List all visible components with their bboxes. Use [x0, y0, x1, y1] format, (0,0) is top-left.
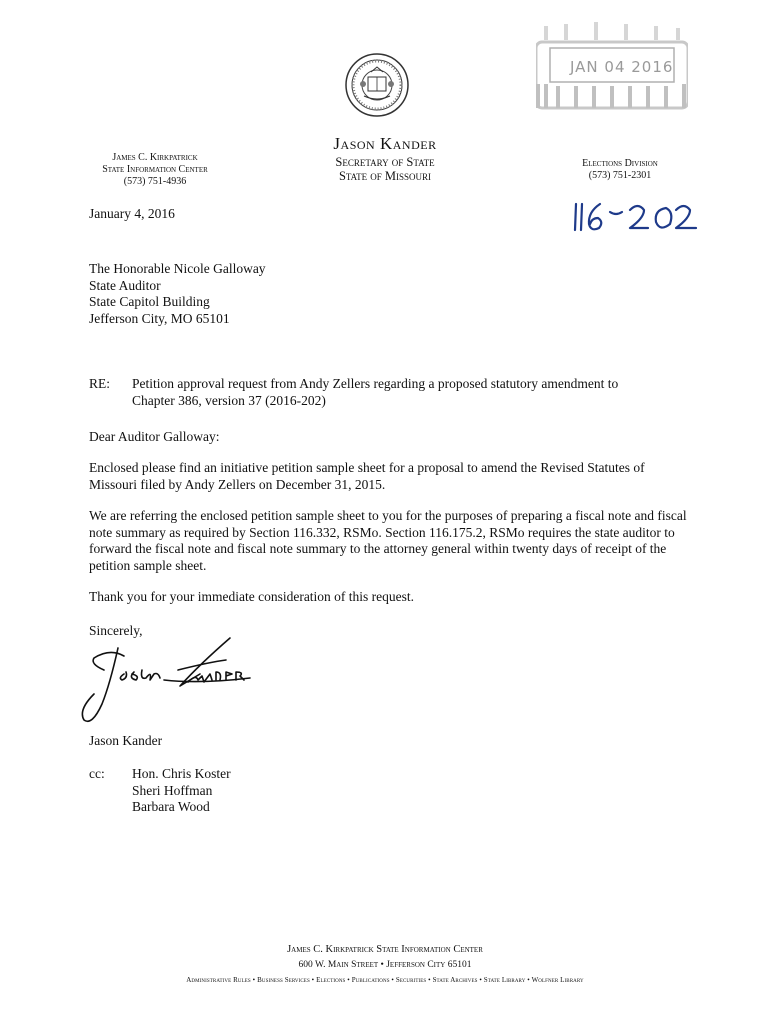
closing: Sincerely, — [89, 623, 143, 638]
cc-label: cc: — [89, 766, 105, 781]
handwritten-petition-number — [570, 198, 700, 234]
left-col-line: James C. Kirkpatrick — [112, 152, 198, 163]
letterhead-title-line1: Secretary of State — [335, 155, 435, 169]
handwritten-number-icon — [570, 198, 700, 234]
recipient-line: The Honorable Nicole Galloway — [89, 261, 266, 276]
letterhead-title-line2: State of Missouri — [338, 169, 432, 183]
body-paragraph: Thank you for your immediate consideration of this request. — [89, 589, 415, 604]
footer-divisions — [0, 976, 770, 984]
right-col-phone: (573) 751-2301 — [588, 170, 652, 181]
re-label: RE: — [89, 376, 111, 391]
footer-division: Securities — [395, 976, 427, 984]
letter-date: January 4, 2016 — [89, 206, 175, 221]
body-paragraph: We are referring the enclosed petition sample sheet to you for the purposes of preparing a fiscal note and fiscal note summary as required by Section 116.332, RSMo. Section 116.175.2, RSMo requires the state auditor to forward the fiscal note and fiscal note summary to the attorney general within twenty days of receipt of the petition sample sheet. — [89, 508, 687, 573]
letterhead-left-column — [60, 152, 250, 188]
recipient-line: Jefferson City, MO 65101 — [89, 310, 230, 326]
signer-name: Jason Kander — [89, 733, 163, 748]
footer-division: Wolfner Library — [531, 976, 584, 984]
recipient-line: State Auditor — [89, 277, 161, 293]
footer-division: State Archives — [432, 976, 478, 984]
missouri-state-seal-icon — [344, 52, 410, 118]
salutation: Dear Auditor Galloway: — [89, 429, 220, 444]
cc-list — [132, 766, 231, 816]
received-stamp — [536, 20, 688, 110]
right-col-line: Elections Division — [582, 158, 658, 169]
footer-division: Administrative Rules — [186, 976, 251, 984]
footer-division: Business Services — [257, 976, 310, 984]
recipient-address — [89, 261, 266, 327]
cc-name: Sheri Hoffman — [132, 782, 213, 798]
received-stamp-date: JAN 04 2016 — [570, 58, 674, 76]
signature-icon — [80, 634, 280, 734]
footer-division: Publications — [351, 976, 390, 984]
letterhead-right-column — [555, 158, 685, 182]
left-col-phone: (573) 751-4936 — [123, 176, 187, 187]
body-paragraph: Enclosed please find an initiative petition sample sheet for a proposal to amend the Revised Statutes of Missouri filed by Andy Zellers on December 31, 2015. — [89, 460, 645, 492]
re-subject: Petition approval request from Andy Zellers regarding a proposed statutory amendment to Chapter 386, version 37 (2016-202) — [132, 376, 619, 408]
cc-name: Barbara Wood — [132, 799, 210, 814]
footer-address: 600 W. Main Street • Jefferson City 65101 — [298, 960, 472, 970]
letterhead-name: Jason Kander — [333, 134, 437, 153]
footer-division: State Library — [483, 976, 526, 984]
recipient-line: State Capitol Building — [89, 294, 210, 309]
footer-division: Elections — [316, 976, 346, 984]
footer-building: James C. Kirkpatrick State Information Center — [287, 944, 483, 955]
left-col-line: State Information Center — [102, 164, 208, 175]
cc-name: Hon. Chris Koster — [132, 766, 231, 781]
